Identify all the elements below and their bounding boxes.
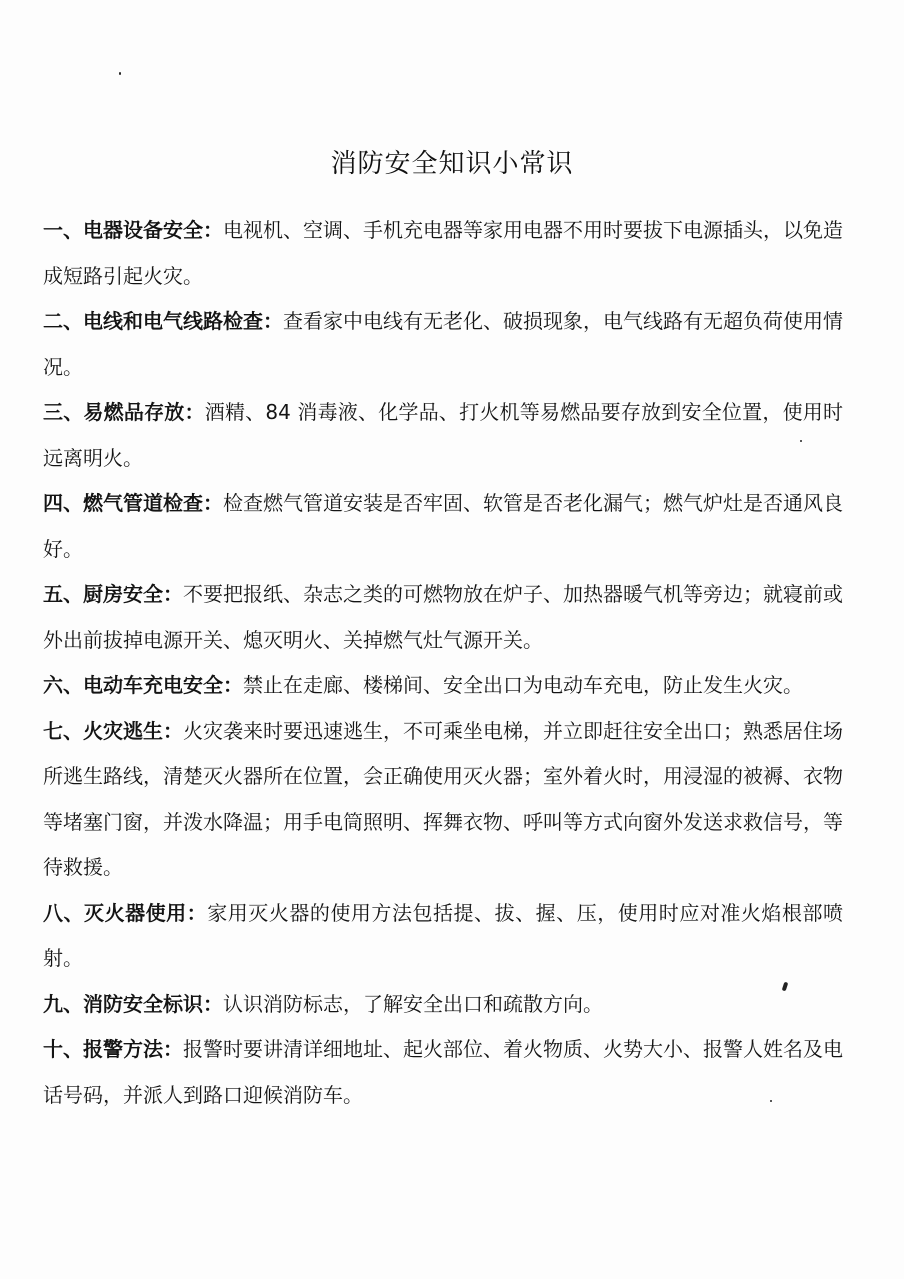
item-text: 检查燃气管道安装是否牢固、软管是否老化漏气；燃气炉灶是否通风良好。 bbox=[43, 491, 843, 561]
item-heading: 九、消防安全标识： bbox=[43, 991, 223, 1016]
item-heading: 一、电器设备安全： bbox=[43, 218, 223, 242]
scan-speck bbox=[800, 440, 802, 442]
item-text: 查看家中电线有无老化、破损现象，电气线路有无超负荷使用情况。 bbox=[43, 309, 843, 379]
item-text: 火灾袭来时要迅速逃生，不可乘坐电梯，并立即赶往安全出口；熟悉居住场所逃生路线，清楚灭火器所在位置，会正确使用灭火器；室外着火时，用浸湿的被褥、衣物等堵塞门窗，并泼水降温；用手电筒照明、挥舞衣物、呼叫等方式向窗外发送求救信号，等待救援。 bbox=[43, 718, 843, 879]
scan-speck bbox=[119, 72, 121, 75]
item-text: 禁止在走廊、楼梯间、安全出口为电动车充电，防止发生火灾。 bbox=[243, 673, 803, 697]
item-text: 家用灭火器的使用方法包括提、拔、握、压，使用时应对准火焰根部喷射。 bbox=[43, 900, 844, 970]
item-heading: 五、厨房安全： bbox=[43, 582, 183, 606]
list-item bbox=[43, 299, 843, 390]
list-item bbox=[43, 663, 843, 709]
list-item bbox=[43, 390, 843, 481]
item-text: 不要把报纸、杂志之类的可燃物放在炉子、加热器暖气机等旁边；就寝前或外出前拔掉电源开关、熄灭明火、关掉燃气灶气源开关。 bbox=[43, 582, 843, 652]
item-heading: 三、易燃品存放： bbox=[43, 400, 205, 424]
list-item bbox=[43, 1027, 843, 1118]
item-text: 酒精、84 消毒液、化学品、打火机等易燃品要存放到安全位置，使用时远离明火。 bbox=[43, 400, 844, 470]
scan-speck bbox=[770, 1100, 772, 1102]
item-text: 电视机、空调、手机充电器等家用电器不用时要拔下电源插头，以免造成短路引起火灾。 bbox=[43, 218, 843, 288]
item-text: 报警时要讲清详细地址、起火部位、着火物质、火势大小、报警人姓名及电话号码，并派人到路口迎候消防车。 bbox=[43, 1037, 843, 1107]
list-item bbox=[43, 481, 843, 572]
list-item bbox=[43, 709, 843, 891]
safety-tips-list bbox=[43, 208, 843, 1118]
page-title: 消防安全知识小常识 bbox=[330, 149, 574, 179]
list-item bbox=[43, 982, 843, 1028]
item-heading: 七、火灾逃生： bbox=[43, 718, 183, 743]
item-text: 认识消防标志，了解安全出口和疏散方向。 bbox=[223, 991, 603, 1016]
item-heading: 二、电线和电气线路检查： bbox=[43, 309, 283, 333]
list-item bbox=[43, 208, 843, 299]
list-item bbox=[43, 891, 843, 982]
item-heading: 六、电动车充电安全： bbox=[43, 673, 243, 697]
item-heading: 四、燃气管道检查： bbox=[43, 491, 223, 515]
item-heading: 十、报警方法： bbox=[43, 1037, 183, 1061]
item-heading: 八、灭火器使用： bbox=[43, 900, 208, 925]
list-item bbox=[43, 572, 843, 663]
